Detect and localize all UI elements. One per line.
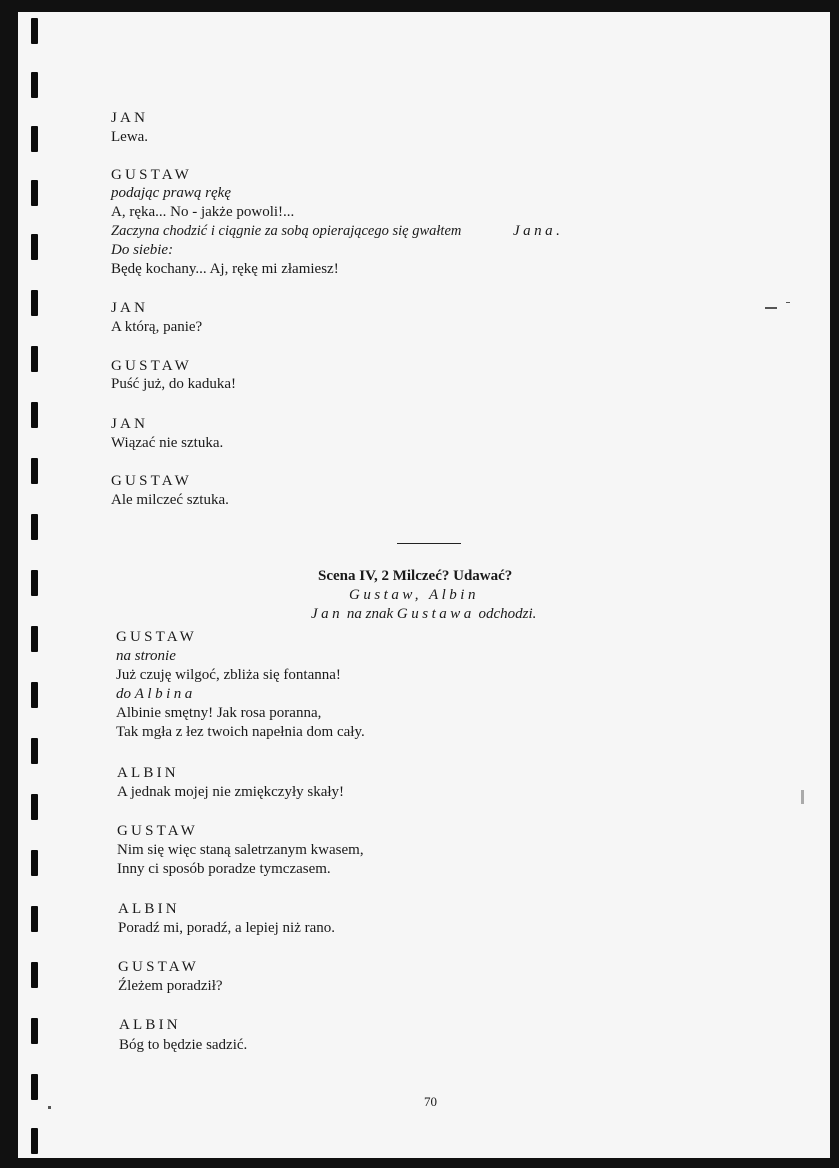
binding-hole bbox=[31, 962, 38, 988]
dialogue-line: Tak mgła z łez twoich napełnia dom cały. bbox=[116, 724, 365, 740]
dialogue-line: Już czuję wilgoć, zbliża się fontanna! bbox=[116, 667, 341, 683]
speaker-name: JAN bbox=[111, 416, 149, 432]
binding-hole bbox=[31, 18, 38, 44]
speaker-name: ALBIN bbox=[119, 1017, 181, 1033]
scene-direction-name: Gustawa bbox=[396, 606, 475, 622]
scene-direction-text: na znak bbox=[346, 606, 394, 622]
dialogue-line: Będę kochany... Aj, rękę mi złamiesz! bbox=[111, 261, 339, 277]
scene-direction-name: Jan bbox=[311, 606, 344, 622]
scene-characters: Gustaw, Albin bbox=[349, 587, 479, 603]
dialogue-line: Lewa. bbox=[111, 129, 149, 145]
speaker-name: ALBIN bbox=[117, 765, 179, 781]
binding-hole bbox=[31, 290, 38, 316]
speaker-name: GUSTAW bbox=[111, 473, 192, 489]
dialogue-line: Bóg to będzie sadzić. bbox=[119, 1037, 248, 1053]
speaker-name: JAN bbox=[111, 110, 149, 126]
speaker-name: GUSTAW bbox=[116, 629, 197, 645]
binding-hole bbox=[31, 570, 38, 596]
speaker-name: GUSTAW bbox=[111, 358, 192, 374]
binding-hole bbox=[31, 72, 38, 98]
stage-direction bbox=[116, 685, 196, 704]
speaker-name: GUSTAW bbox=[118, 959, 199, 975]
dialogue-line: Poradź mi, poradź, a lepiej niż rano. bbox=[118, 920, 336, 936]
scan-speck bbox=[48, 1106, 51, 1109]
dialogue-line: Inny ci sposób poradze tymczasem. bbox=[117, 861, 331, 877]
scan-speck bbox=[786, 302, 790, 303]
dialogue-line: Puść już, do kaduka! bbox=[111, 376, 236, 392]
dialogue-line: A, ręka... No - jakże powoli!... bbox=[111, 204, 295, 220]
binding-hole bbox=[31, 458, 38, 484]
stage-direction-text: do bbox=[116, 686, 131, 702]
stage-direction: podając prawą rękę bbox=[111, 185, 231, 201]
binding-hole bbox=[31, 402, 38, 428]
binding-hole bbox=[31, 234, 38, 260]
page-number: 70 bbox=[424, 1094, 437, 1109]
binding-hole bbox=[31, 346, 38, 372]
stage-direction-name: Jana. bbox=[513, 223, 564, 239]
stage-direction: na stronie bbox=[116, 648, 176, 664]
dialogue-line: A jednak mojej nie zmiękczyły skały! bbox=[117, 784, 345, 800]
scan-speck bbox=[765, 307, 777, 309]
scene-direction bbox=[311, 605, 536, 624]
speaker-name: ALBIN bbox=[118, 901, 180, 917]
dialogue-line: Nim się więc staną saletrzanym kwasem, bbox=[117, 842, 364, 858]
dialogue-line: A którą, panie? bbox=[111, 319, 203, 335]
scene-direction-text: odchodzi. bbox=[478, 606, 537, 622]
section-divider bbox=[397, 543, 461, 544]
binding-hole bbox=[31, 1018, 38, 1044]
binding-hole bbox=[31, 1128, 38, 1154]
speaker-name: GUSTAW bbox=[117, 823, 198, 839]
binding-hole bbox=[31, 738, 38, 764]
binding-hole bbox=[31, 180, 38, 206]
dialogue-line: Ale milczeć sztuka. bbox=[111, 492, 229, 508]
scan-speck bbox=[801, 790, 804, 804]
stage-direction-name: Albina bbox=[134, 686, 196, 702]
speaker-name: JAN bbox=[111, 300, 149, 316]
binding-hole bbox=[31, 850, 38, 876]
scene-title: Scena IV, 2 Milczeć? Udawać? bbox=[318, 568, 513, 584]
stage-direction: Zaczyna chodzić i ciągnie za sobą opierającego się gwałtem bbox=[111, 223, 462, 239]
binding-hole bbox=[31, 1074, 38, 1100]
stage-direction: Do siebie: bbox=[111, 242, 174, 258]
dialogue-line: Wiązać nie sztuka. bbox=[111, 435, 224, 451]
speaker-name: GUSTAW bbox=[111, 167, 192, 183]
dialogue-line: Albinie smętny! Jak rosa poranna, bbox=[116, 705, 322, 721]
binding-hole bbox=[31, 906, 38, 932]
binding-hole bbox=[31, 794, 38, 820]
binding-hole bbox=[31, 126, 38, 152]
binding-hole bbox=[31, 682, 38, 708]
binding-hole bbox=[31, 626, 38, 652]
dialogue-line: Źleżem poradził? bbox=[118, 978, 223, 994]
binding-hole bbox=[31, 514, 38, 540]
